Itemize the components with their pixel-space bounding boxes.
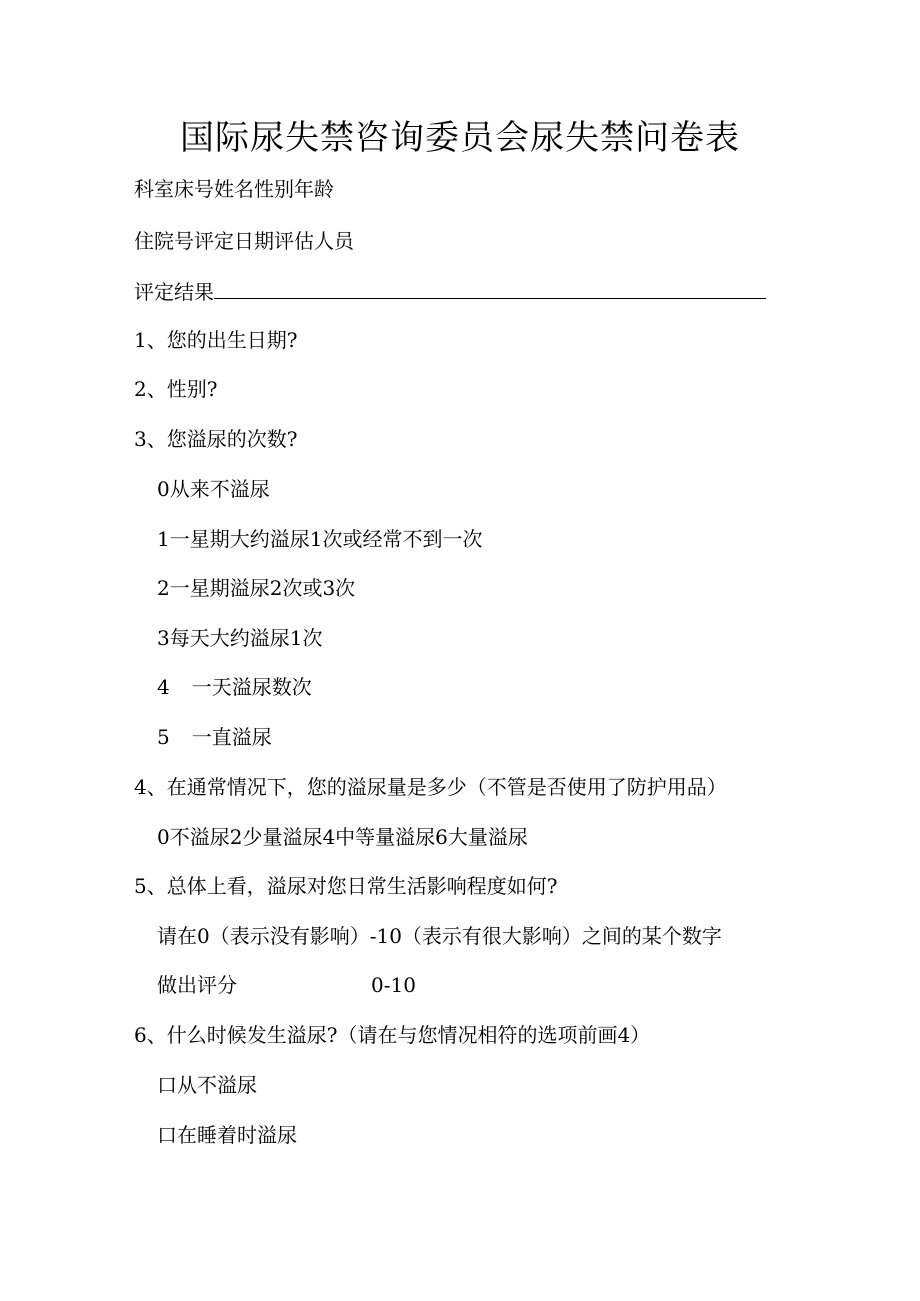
q3-option-2: [157, 574, 355, 602]
q4-options-line: 0不溢尿2少量溢尿4中等量溢尿6大量溢尿: [157, 825, 528, 849]
q3-option-label: 从来不溢尿: [169, 477, 270, 501]
checkbox-icon: 口: [157, 1073, 177, 1097]
q3-option-5: [157, 723, 272, 751]
q3-option-score: 0: [157, 477, 170, 501]
q6-option-0: [157, 1071, 257, 1099]
result-line: [134, 278, 766, 306]
q6-option-label: 在睡着时溢尿: [177, 1123, 297, 1147]
q3-option-1: [157, 525, 482, 553]
admission-info-line: 住院号评定日期评估人员: [134, 229, 354, 253]
question-3: 3、您溢尿的次数?: [134, 427, 298, 451]
question-6: 6、什么时候发生溢尿?（请在与您情况相符的选项前画4）: [134, 1023, 651, 1047]
question-2: 2、性别?: [134, 377, 218, 401]
q3-option-0: [157, 475, 270, 503]
question-5: 5、总体上看，溢尿对您日常生活影响程度如何?: [134, 874, 558, 898]
q3-option-score: 3: [157, 626, 170, 650]
question-1: 1、您的出生日期?: [134, 328, 298, 352]
q3-option-label: 每天大约溢尿1次: [169, 626, 323, 650]
q3-option-score: 5: [157, 725, 170, 749]
q3-option-score: 2: [157, 576, 170, 600]
q5-score-label: 做出评分: [157, 973, 237, 997]
question-4: 4、在通常情况下，您的溢尿量是多少（不管是否使用了防护用品）: [134, 775, 727, 799]
document-title: 国际尿失禁咨询委员会尿失禁问卷表: [180, 118, 740, 158]
q3-option-label: 一星期大约溢尿1次或经常不到一次: [169, 527, 483, 551]
q3-option-3: [157, 624, 322, 652]
q3-option-label: 一星期溢尿2次或3次: [169, 576, 356, 600]
q5-score-line: [157, 971, 557, 999]
q5-score-range: 0-10: [371, 973, 416, 997]
q5-instruction: 请在0（表示没有影响）-10（表示有很大影响）之间的某个数字: [157, 924, 722, 948]
q3-option-score: 4: [157, 675, 170, 699]
patient-info-line: 科室床号姓名性别年龄: [134, 177, 334, 201]
result-underline: [214, 278, 766, 299]
q3-option-4: [157, 673, 312, 701]
q3-option-label: 一天溢尿数次: [191, 675, 312, 699]
q3-option-label: 一直溢尿: [191, 725, 272, 749]
checkbox-icon: 口: [157, 1123, 177, 1147]
result-label: 评定结果: [134, 280, 214, 304]
q6-option-label: 从不溢尿: [177, 1073, 257, 1097]
q3-option-score: 1: [157, 527, 170, 551]
q6-option-1: [157, 1121, 297, 1149]
